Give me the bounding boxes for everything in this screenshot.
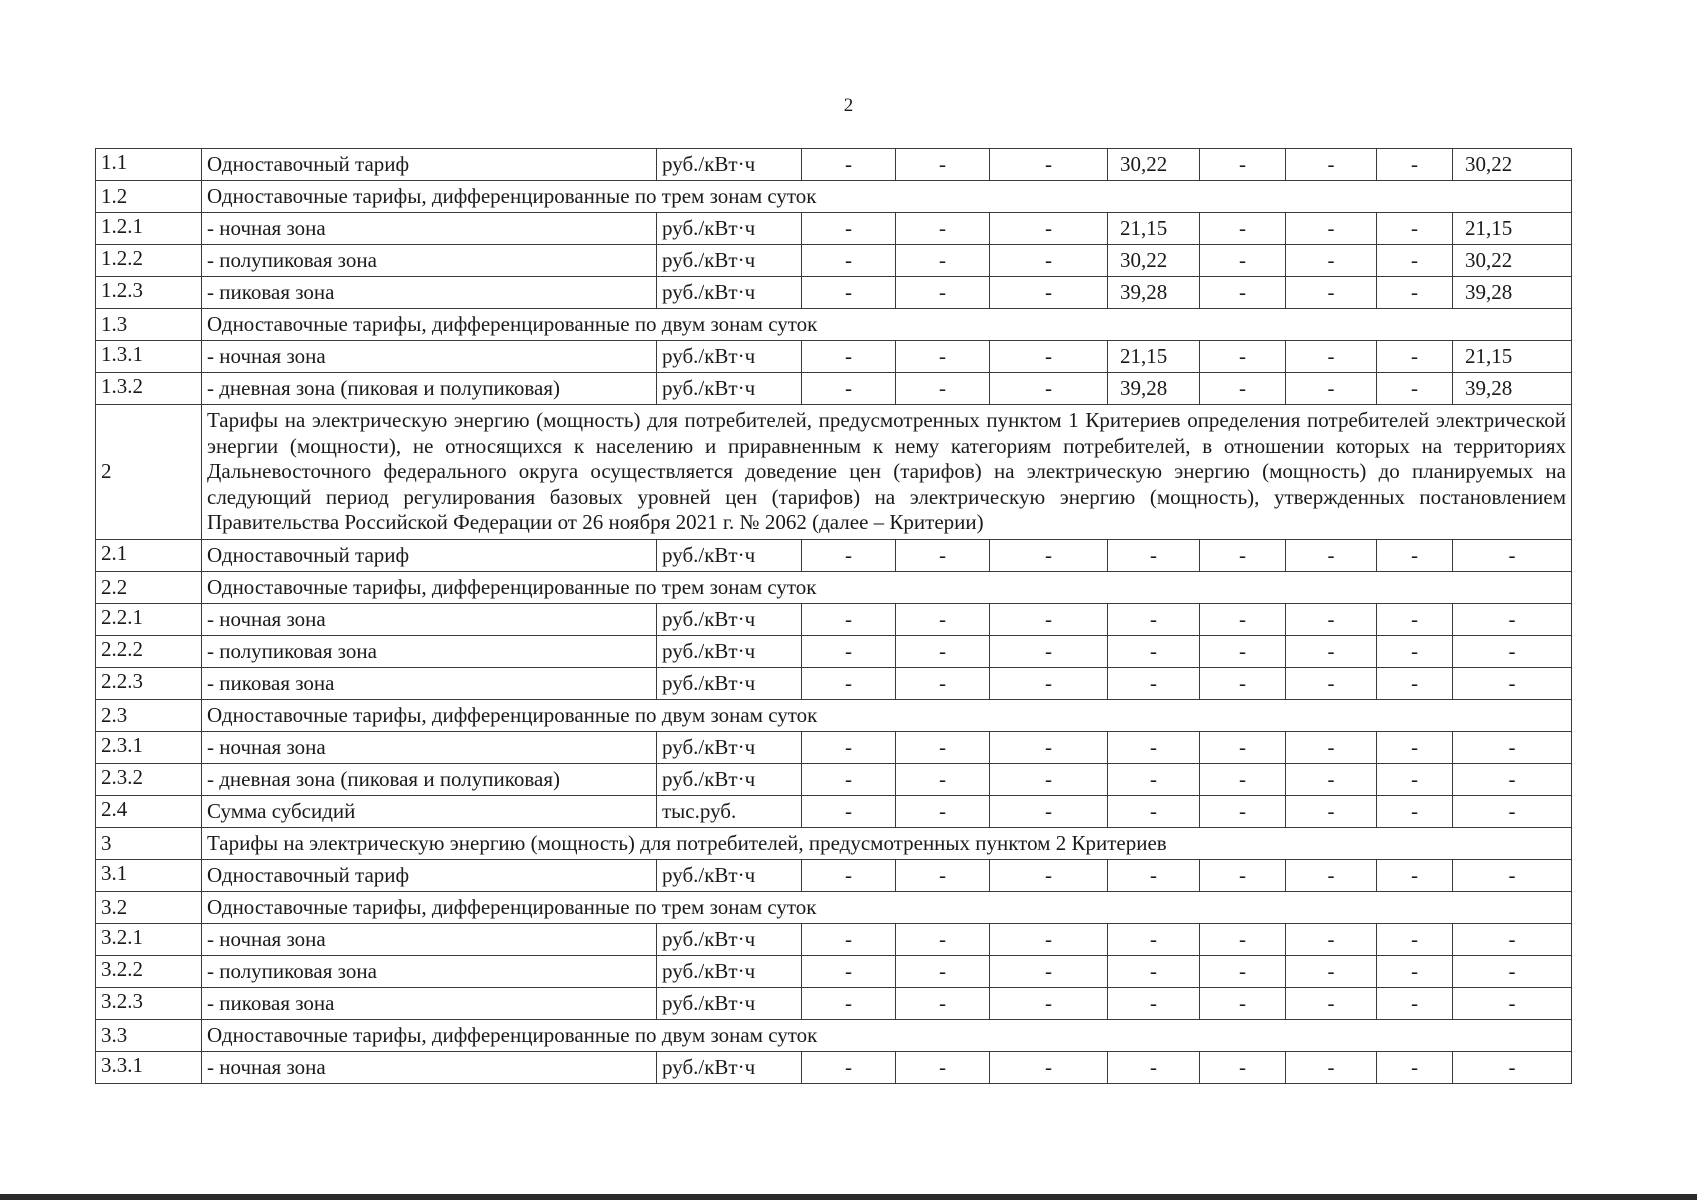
scan-bottom-edge <box>0 1194 1697 1200</box>
row-name: - полупиковая зона <box>202 636 657 668</box>
row-value: - <box>990 796 1108 828</box>
row-value: - <box>1286 860 1377 892</box>
row-value: - <box>1286 764 1377 796</box>
table-row <box>96 764 1572 796</box>
row-value: - <box>1108 988 1200 1020</box>
row-value: - <box>896 988 990 1020</box>
row-value: - <box>990 540 1108 572</box>
row-name: - полупиковая зона <box>202 956 657 988</box>
row-value: - <box>1377 1052 1453 1084</box>
row-code: 1.3.1 <box>96 341 202 373</box>
row-value: - <box>990 924 1108 956</box>
row-value: 21,15 <box>1108 341 1200 373</box>
row-code: 2.3 <box>96 700 202 732</box>
row-unit: руб./кВт·ч <box>657 668 802 700</box>
row-value: - <box>1200 764 1286 796</box>
row-value: - <box>1200 245 1286 277</box>
table-row <box>96 309 1572 341</box>
row-value: - <box>1200 796 1286 828</box>
category-title: Тарифы на электрическую энергию (мощность) для потребителей, предусмотренных пунктом 2 Критериев <box>202 828 1572 860</box>
row-value: 30,22 <box>1453 149 1572 181</box>
row-value: - <box>802 277 896 309</box>
table-row <box>96 540 1572 572</box>
row-value: - <box>990 988 1108 1020</box>
row-value: - <box>1286 956 1377 988</box>
table-row <box>96 213 1572 245</box>
row-value: 39,28 <box>1108 373 1200 405</box>
row-name: Одноставочный тариф <box>202 860 657 892</box>
row-value: - <box>1377 149 1453 181</box>
row-code: 3.3 <box>96 1020 202 1052</box>
row-unit: руб./кВт·ч <box>657 245 802 277</box>
row-value: - <box>896 924 990 956</box>
row-unit: руб./кВт·ч <box>657 924 802 956</box>
row-value: - <box>1286 373 1377 405</box>
row-value: - <box>1286 277 1377 309</box>
row-name: - ночная зона <box>202 604 657 636</box>
row-value: 39,28 <box>1453 373 1572 405</box>
row-value: - <box>896 956 990 988</box>
row-value: - <box>1453 668 1572 700</box>
row-value: - <box>802 604 896 636</box>
row-value: 21,15 <box>1453 341 1572 373</box>
page-number: 2 <box>843 95 854 116</box>
row-value: - <box>1377 540 1453 572</box>
row-code: 2.2.2 <box>96 636 202 668</box>
category-title: Одноставочные тарифы, дифференцированные по трем зонам суток <box>202 572 1572 604</box>
row-value: - <box>802 245 896 277</box>
row-value: - <box>1286 245 1377 277</box>
row-code: 3.2.1 <box>96 924 202 956</box>
row-value: - <box>1286 668 1377 700</box>
row-code: 3.1 <box>96 860 202 892</box>
row-value: - <box>1377 956 1453 988</box>
row-value: - <box>990 732 1108 764</box>
row-value: 21,15 <box>1108 213 1200 245</box>
row-value: - <box>802 956 896 988</box>
row-value: - <box>896 277 990 309</box>
row-value: - <box>1286 540 1377 572</box>
row-value: - <box>802 988 896 1020</box>
row-value: - <box>1108 668 1200 700</box>
row-value: 30,22 <box>1108 245 1200 277</box>
row-value: - <box>1453 796 1572 828</box>
row-value: - <box>1377 764 1453 796</box>
row-value: - <box>802 764 896 796</box>
row-value: - <box>990 764 1108 796</box>
row-name: Сумма субсидий <box>202 796 657 828</box>
row-value: - <box>1200 277 1286 309</box>
row-value: - <box>990 341 1108 373</box>
row-value: - <box>1108 796 1200 828</box>
row-value: - <box>1377 245 1453 277</box>
row-value: - <box>1200 924 1286 956</box>
row-name: - пиковая зона <box>202 988 657 1020</box>
row-unit: руб./кВт·ч <box>657 277 802 309</box>
row-value: - <box>896 764 990 796</box>
row-code: 1.2.3 <box>96 277 202 309</box>
row-value: - <box>1108 732 1200 764</box>
row-value: - <box>896 341 990 373</box>
table-row <box>96 1052 1572 1084</box>
row-name: - ночная зона <box>202 213 657 245</box>
row-value: - <box>802 213 896 245</box>
table-row <box>96 924 1572 956</box>
row-code: 2 <box>96 405 202 540</box>
row-value: - <box>990 636 1108 668</box>
row-value: - <box>896 732 990 764</box>
row-value: - <box>1377 604 1453 636</box>
table-row <box>96 860 1572 892</box>
row-value: - <box>1377 636 1453 668</box>
tariff-table-body <box>96 149 1572 1084</box>
row-code: 1.1 <box>96 149 202 181</box>
table-row <box>96 828 1572 860</box>
row-unit: руб./кВт·ч <box>657 341 802 373</box>
row-value: - <box>1200 860 1286 892</box>
row-code: 2.1 <box>96 540 202 572</box>
row-unit: руб./кВт·ч <box>657 1052 802 1084</box>
row-value: 39,28 <box>1108 277 1200 309</box>
category-title: Одноставочные тарифы, дифференцированные по двум зонам суток <box>202 309 1572 341</box>
table-row <box>96 341 1572 373</box>
row-unit: руб./кВт·ч <box>657 373 802 405</box>
row-unit: руб./кВт·ч <box>657 604 802 636</box>
row-name: - дневная зона (пиковая и полупиковая) <box>202 373 657 405</box>
row-value: - <box>1108 924 1200 956</box>
row-value: - <box>1200 213 1286 245</box>
row-code: 2.3.2 <box>96 764 202 796</box>
row-value: - <box>1377 732 1453 764</box>
row-value: - <box>1108 1052 1200 1084</box>
table-row <box>96 572 1572 604</box>
row-value: - <box>896 149 990 181</box>
row-code: 3.3.1 <box>96 1052 202 1084</box>
category-title: Одноставочные тарифы, дифференцированные по двум зонам суток <box>202 1020 1572 1052</box>
row-value: - <box>802 732 896 764</box>
row-value: - <box>896 540 990 572</box>
row-value: - <box>1200 956 1286 988</box>
row-value: - <box>1108 604 1200 636</box>
table-row <box>96 149 1572 181</box>
row-code: 1.3.2 <box>96 373 202 405</box>
row-value: - <box>896 1052 990 1084</box>
row-value: 39,28 <box>1453 277 1572 309</box>
table-row <box>96 988 1572 1020</box>
row-value: - <box>1200 732 1286 764</box>
row-code: 1.2.2 <box>96 245 202 277</box>
row-name: - полупиковая зона <box>202 245 657 277</box>
row-code: 2.3.1 <box>96 732 202 764</box>
row-name: - пиковая зона <box>202 668 657 700</box>
row-value: - <box>1200 636 1286 668</box>
row-value: - <box>1377 668 1453 700</box>
row-name: Одноставочный тариф <box>202 149 657 181</box>
category-title: Одноставочные тарифы, дифференцированные по трем зонам суток <box>202 181 1572 213</box>
section-description: Тарифы на электрическую энергию (мощность) для потребителей, предусмотренных пунктом 1 Критериев определения потребителей электрической энергии (мощности), не относящихся к населению и приравненным к нему категориям потребителей, в отношении которых на территориях Дальневосточного федерального округа осуществляется доведение цен (тарифов) на электрическую энергию (мощность) до планируемых на следующий период регулирования базовых уровней цен (тарифов) на электрическую энергию (мощность), утвержденных постановлением Правительства Российской Федерации от 26 ноября 2021 г. № 2062 (далее – Критерии) <box>202 405 1572 540</box>
table-row <box>96 700 1572 732</box>
row-unit: руб./кВт·ч <box>657 764 802 796</box>
row-value: - <box>1200 1052 1286 1084</box>
tariff-table <box>95 148 1572 1084</box>
table-row <box>96 732 1572 764</box>
row-name: - дневная зона (пиковая и полупиковая) <box>202 764 657 796</box>
table-row <box>96 405 1572 540</box>
row-unit: руб./кВт·ч <box>657 956 802 988</box>
row-value: - <box>1108 956 1200 988</box>
row-value: - <box>1453 956 1572 988</box>
row-value: - <box>990 956 1108 988</box>
row-value: - <box>896 213 990 245</box>
table-row <box>96 1020 1572 1052</box>
row-code: 2.2 <box>96 572 202 604</box>
row-unit: руб./кВт·ч <box>657 149 802 181</box>
row-value: - <box>1108 540 1200 572</box>
table-row <box>96 245 1572 277</box>
table-row <box>96 277 1572 309</box>
row-code: 3.2 <box>96 892 202 924</box>
row-value: - <box>802 924 896 956</box>
row-value: - <box>1453 540 1572 572</box>
row-value: - <box>896 668 990 700</box>
row-unit: руб./кВт·ч <box>657 732 802 764</box>
row-value: - <box>896 245 990 277</box>
row-value: 21,15 <box>1453 213 1572 245</box>
row-value: - <box>990 245 1108 277</box>
row-value: - <box>1453 764 1572 796</box>
row-value: - <box>1200 668 1286 700</box>
row-value: - <box>990 604 1108 636</box>
row-value: - <box>1200 373 1286 405</box>
row-value: - <box>1377 213 1453 245</box>
row-value: - <box>802 668 896 700</box>
row-value: - <box>1377 373 1453 405</box>
row-value: - <box>1286 213 1377 245</box>
table-row <box>96 373 1572 405</box>
row-value: - <box>1377 277 1453 309</box>
row-value: - <box>990 668 1108 700</box>
row-name: - ночная зона <box>202 924 657 956</box>
category-title: Одноставочные тарифы, дифференцированные по двум зонам суток <box>202 700 1572 732</box>
row-name: Одноставочный тариф <box>202 540 657 572</box>
row-value: - <box>990 277 1108 309</box>
table-row <box>96 956 1572 988</box>
row-code: 2.2.3 <box>96 668 202 700</box>
row-value: - <box>1200 540 1286 572</box>
row-value: - <box>1453 604 1572 636</box>
row-value: - <box>1286 732 1377 764</box>
row-value: - <box>1453 924 1572 956</box>
row-value: - <box>1377 341 1453 373</box>
row-value: - <box>1200 149 1286 181</box>
row-value: - <box>1286 1052 1377 1084</box>
row-unit: руб./кВт·ч <box>657 988 802 1020</box>
table-row <box>96 636 1572 668</box>
row-value: - <box>990 860 1108 892</box>
row-unit: руб./кВт·ч <box>657 213 802 245</box>
row-value: - <box>1453 988 1572 1020</box>
row-unit: руб./кВт·ч <box>657 540 802 572</box>
row-value: - <box>802 860 896 892</box>
row-value: - <box>990 373 1108 405</box>
row-value: - <box>990 1052 1108 1084</box>
row-value: - <box>802 341 896 373</box>
table-row <box>96 604 1572 636</box>
table-row <box>96 668 1572 700</box>
row-name: - ночная зона <box>202 1052 657 1084</box>
table-row <box>96 796 1572 828</box>
row-value: - <box>896 860 990 892</box>
row-value: - <box>896 636 990 668</box>
row-value: - <box>1286 924 1377 956</box>
row-unit: руб./кВт·ч <box>657 860 802 892</box>
row-name: - ночная зона <box>202 341 657 373</box>
row-value: - <box>896 604 990 636</box>
row-name: - ночная зона <box>202 732 657 764</box>
row-value: - <box>1108 764 1200 796</box>
row-value: 30,22 <box>1108 149 1200 181</box>
row-code: 1.2.1 <box>96 213 202 245</box>
row-value: - <box>1108 860 1200 892</box>
row-value: - <box>1377 796 1453 828</box>
row-value: - <box>802 1052 896 1084</box>
row-value: - <box>1108 636 1200 668</box>
row-code: 1.3 <box>96 309 202 341</box>
row-value: - <box>1286 149 1377 181</box>
row-value: 30,22 <box>1453 245 1572 277</box>
row-value: - <box>1453 732 1572 764</box>
row-code: 3 <box>96 828 202 860</box>
row-value: - <box>1200 604 1286 636</box>
row-value: - <box>1286 796 1377 828</box>
row-name: - пиковая зона <box>202 277 657 309</box>
row-value: - <box>802 149 896 181</box>
table-row <box>96 181 1572 213</box>
row-value: - <box>1200 988 1286 1020</box>
row-value: - <box>802 540 896 572</box>
row-value: - <box>1286 636 1377 668</box>
row-value: - <box>896 373 990 405</box>
row-value: - <box>1453 636 1572 668</box>
row-value: - <box>1453 1052 1572 1084</box>
row-value: - <box>802 636 896 668</box>
row-value: - <box>1200 341 1286 373</box>
row-unit: руб./кВт·ч <box>657 636 802 668</box>
table-row <box>96 892 1572 924</box>
row-value: - <box>990 149 1108 181</box>
row-value: - <box>1286 604 1377 636</box>
row-code: 1.2 <box>96 181 202 213</box>
row-value: - <box>896 796 990 828</box>
row-value: - <box>1377 860 1453 892</box>
row-value: - <box>1377 924 1453 956</box>
row-unit: тыс.руб. <box>657 796 802 828</box>
row-value: - <box>802 796 896 828</box>
row-code: 2.2.1 <box>96 604 202 636</box>
row-value: - <box>1377 988 1453 1020</box>
row-code: 3.2.3 <box>96 988 202 1020</box>
row-value: - <box>1286 988 1377 1020</box>
row-value: - <box>1453 860 1572 892</box>
row-value: - <box>1286 341 1377 373</box>
category-title: Одноставочные тарифы, дифференцированные по трем зонам суток <box>202 892 1572 924</box>
row-value: - <box>802 373 896 405</box>
row-code: 2.4 <box>96 796 202 828</box>
row-code: 3.2.2 <box>96 956 202 988</box>
row-value: - <box>990 213 1108 245</box>
